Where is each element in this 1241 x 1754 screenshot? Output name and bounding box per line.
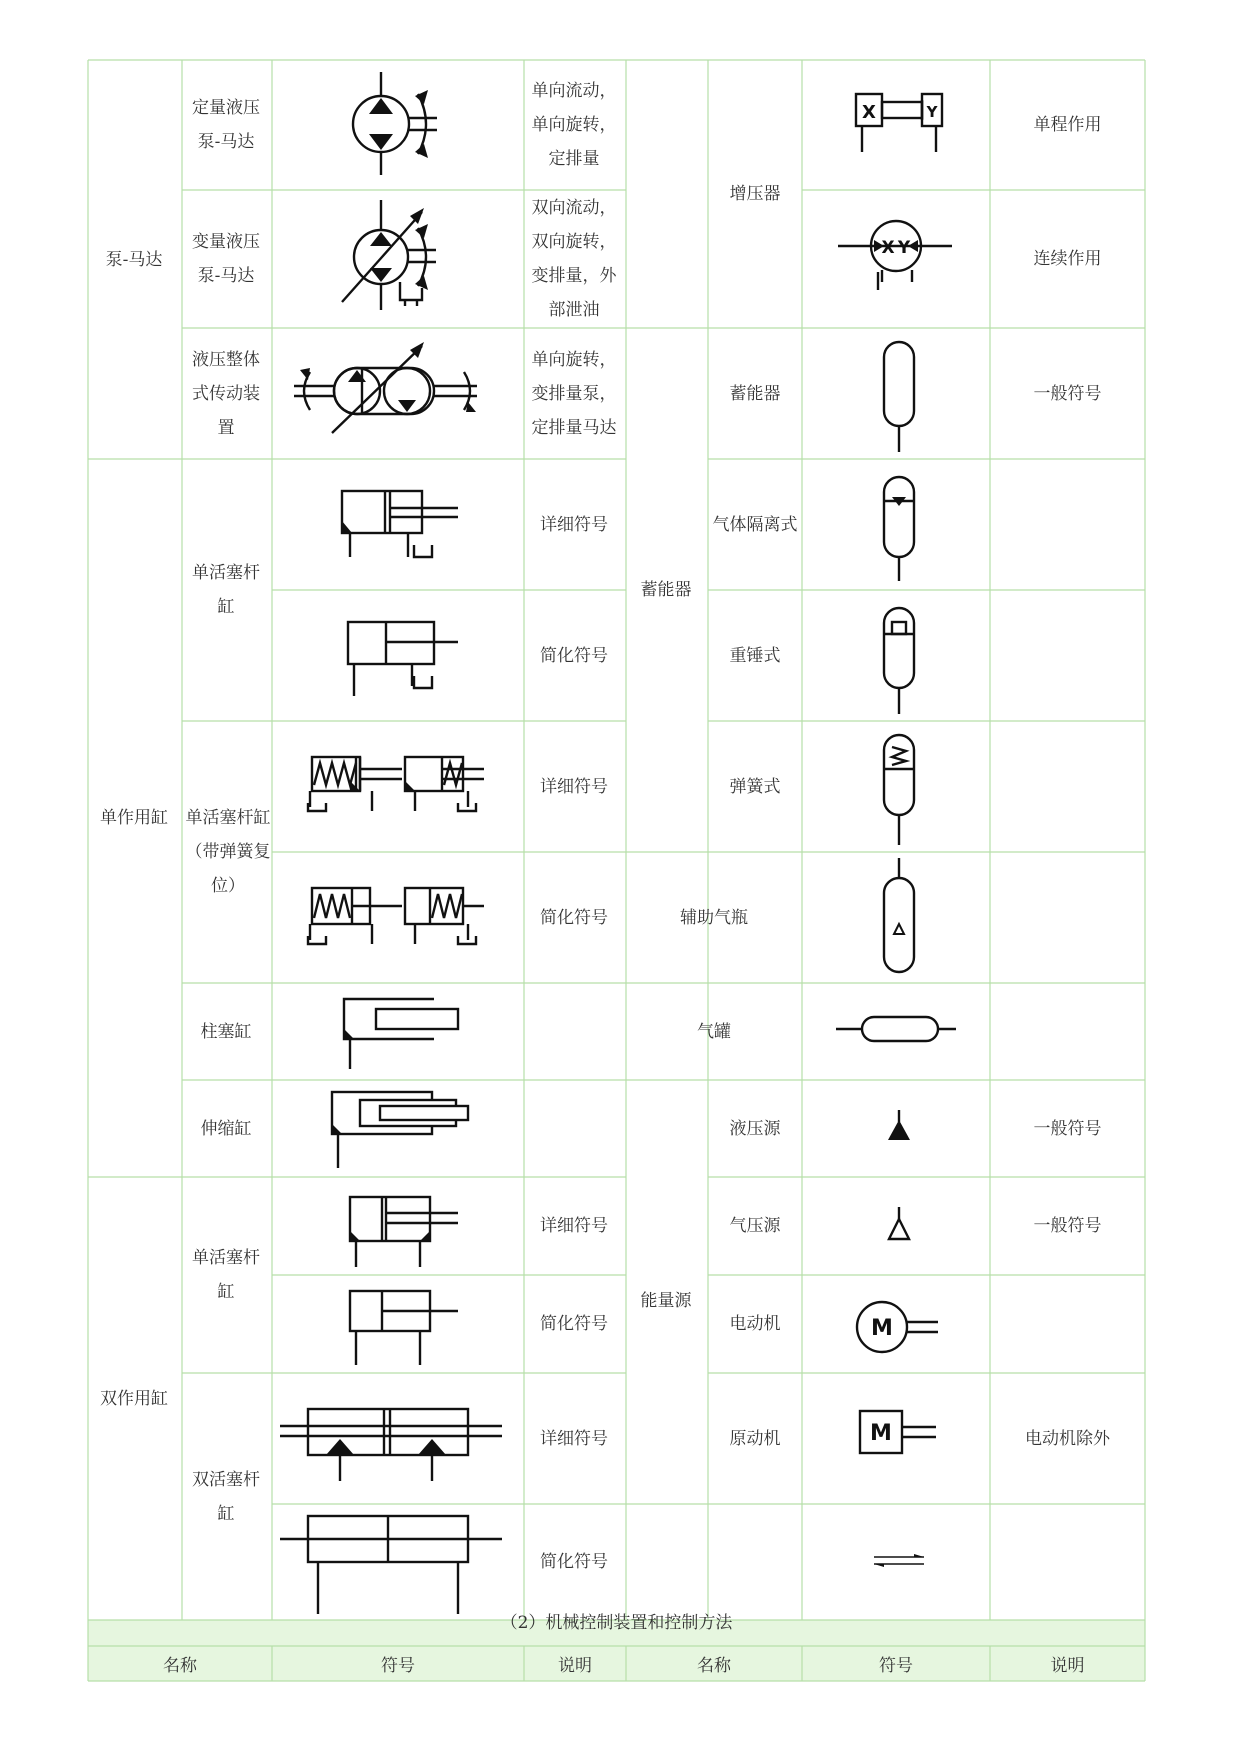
note-integral-transmission: 单向旋转， 变排量泵， 定排量马达 bbox=[531, 349, 617, 438]
plunger-cylinder-icon bbox=[272, 983, 524, 1080]
pneumatic-source-icon bbox=[802, 1177, 990, 1275]
variable-pump-motor-icon bbox=[272, 190, 524, 328]
header-name-right: 名称 bbox=[697, 1656, 731, 1676]
name-prime-mover: 原动机 bbox=[729, 1428, 781, 1449]
header-note-left: 说明 bbox=[558, 1656, 592, 1676]
note-fixed-pump-motor: 单向流动， 单向旋转， 定排量 bbox=[531, 81, 617, 169]
hydraulic-source-icon bbox=[802, 1080, 990, 1177]
name-fixed-pump-motor: 定量液压 泵-马达 bbox=[192, 98, 260, 152]
note-double-acting-single-rod-detailed: 详细符号 bbox=[540, 1216, 608, 1236]
name-gas-accumulator: 气体隔离式 bbox=[712, 514, 798, 535]
name-single-rod-cylinder: 单活塞杆 缸 bbox=[192, 563, 260, 617]
header-symbol-right: 符号 bbox=[879, 1656, 913, 1676]
name-double-acting-single-rod: 单活塞杆 缸 bbox=[192, 1248, 260, 1302]
fixed-pump-motor-icon bbox=[272, 60, 524, 190]
group-pump-motor: 泵-马达 bbox=[105, 249, 163, 270]
name-hydraulic-source: 液压源 bbox=[729, 1118, 781, 1139]
note-spring-return-detailed: 详细符号 bbox=[540, 776, 608, 797]
group-accumulator: 蓄能器 bbox=[640, 580, 692, 600]
spring-return-cylinder-detailed-icon bbox=[272, 721, 524, 852]
air-tank-icon bbox=[802, 983, 990, 1080]
name-accumulator: 蓄能器 bbox=[729, 383, 781, 404]
group-single-acting-cylinder: 单作用缸 bbox=[100, 808, 168, 828]
note-double-acting-single-rod-simplified: 简化符号 bbox=[540, 1314, 608, 1334]
accumulator-weight-icon bbox=[802, 590, 990, 721]
group-double-acting-cylinder: 双作用缸 bbox=[100, 1388, 168, 1409]
name-weight-accumulator: 重锤式 bbox=[729, 645, 781, 666]
svg-text:Y: Y bbox=[926, 103, 938, 121]
svg-text:M: M bbox=[871, 1316, 893, 1341]
header-symbol-left: 符号 bbox=[381, 1656, 415, 1676]
note-single-rod-simplified: 简化符号 bbox=[540, 645, 608, 666]
single-rod-cylinder-detailed-icon bbox=[272, 459, 524, 590]
single-rod-cylinder-simplified-icon bbox=[272, 590, 524, 721]
name-auxiliary-gas-bottle: 辅助气瓶 bbox=[680, 907, 748, 928]
header-note-right: 说明 bbox=[1050, 1656, 1085, 1676]
note-double-rod-simplified: 简化符号 bbox=[540, 1552, 608, 1572]
note-hydraulic-source: 一般符号 bbox=[1033, 1118, 1102, 1139]
auxiliary-gas-bottle-icon bbox=[802, 852, 990, 983]
note-intensifier-continuous: 连续作用 bbox=[1033, 249, 1102, 269]
note-pneumatic-source: 一般符号 bbox=[1033, 1216, 1102, 1236]
spring-return-cylinder-simplified-icon bbox=[272, 852, 524, 983]
svg-text:Y: Y bbox=[897, 238, 911, 258]
note-double-rod-detailed: 详细符号 bbox=[540, 1428, 608, 1449]
prime-mover-icon bbox=[802, 1373, 990, 1504]
name-plunger-cylinder: 柱塞缸 bbox=[200, 1021, 252, 1042]
name-pneumatic-source: 气压源 bbox=[729, 1216, 781, 1236]
name-electric-motor: 电动机 bbox=[729, 1314, 781, 1334]
note-accumulator-general: 一般符号 bbox=[1033, 383, 1102, 404]
name-spring-return-cylinder: 单活塞杆缸 （带弹簧复 位） bbox=[185, 808, 271, 896]
group-energy-source: 能量源 bbox=[640, 1291, 692, 1311]
intensifier-single-icon bbox=[802, 60, 990, 190]
double-acting-single-rod-detailed-icon bbox=[272, 1177, 524, 1275]
note-intensifier-single: 单程作用 bbox=[1033, 115, 1102, 135]
svg-text:X: X bbox=[862, 102, 876, 123]
note-variable-pump-motor: 双向流动， 双向旋转， 变排量，外 部泄油 bbox=[531, 198, 617, 320]
intensifier-continuous-icon bbox=[802, 190, 990, 328]
double-acting-single-rod-simplified-icon bbox=[272, 1275, 524, 1373]
electric-motor-icon bbox=[802, 1275, 990, 1373]
telescopic-cylinder-icon bbox=[272, 1080, 524, 1177]
name-telescopic-cylinder: 伸缩缸 bbox=[200, 1118, 252, 1139]
integral-transmission-icon bbox=[272, 328, 524, 459]
double-rod-cylinder-detailed-icon bbox=[272, 1373, 524, 1504]
section-title: （2）机械控制装置和控制方法 bbox=[500, 1612, 733, 1633]
group-intensifier: 增压器 bbox=[729, 184, 781, 204]
note-prime-mover: 电动机除外 bbox=[1025, 1428, 1110, 1449]
accumulator-spring-icon bbox=[802, 721, 990, 852]
note-single-rod-detailed: 详细符号 bbox=[540, 514, 608, 535]
svg-text:M: M bbox=[870, 1421, 892, 1446]
name-spring-accumulator: 弹簧式 bbox=[729, 776, 781, 797]
name-integral-transmission: 液压整体 式传动装 置 bbox=[192, 349, 260, 438]
name-variable-pump-motor: 变量液压 泵-马达 bbox=[192, 232, 260, 286]
svg-text:X: X bbox=[881, 238, 895, 258]
double-rod-cylinder-simplified-icon bbox=[272, 1504, 524, 1620]
header-name-left: 名称 bbox=[163, 1656, 197, 1676]
accumulator-gas-icon bbox=[802, 459, 990, 590]
accumulator-general-icon bbox=[802, 328, 990, 459]
name-double-rod-cylinder: 双活塞杆 缸 bbox=[192, 1469, 260, 1524]
note-spring-return-simplified: 简化符号 bbox=[540, 907, 608, 928]
name-air-tank: 气罐 bbox=[697, 1021, 731, 1042]
unlabeled-arrow-symbol-icon bbox=[802, 1504, 990, 1620]
